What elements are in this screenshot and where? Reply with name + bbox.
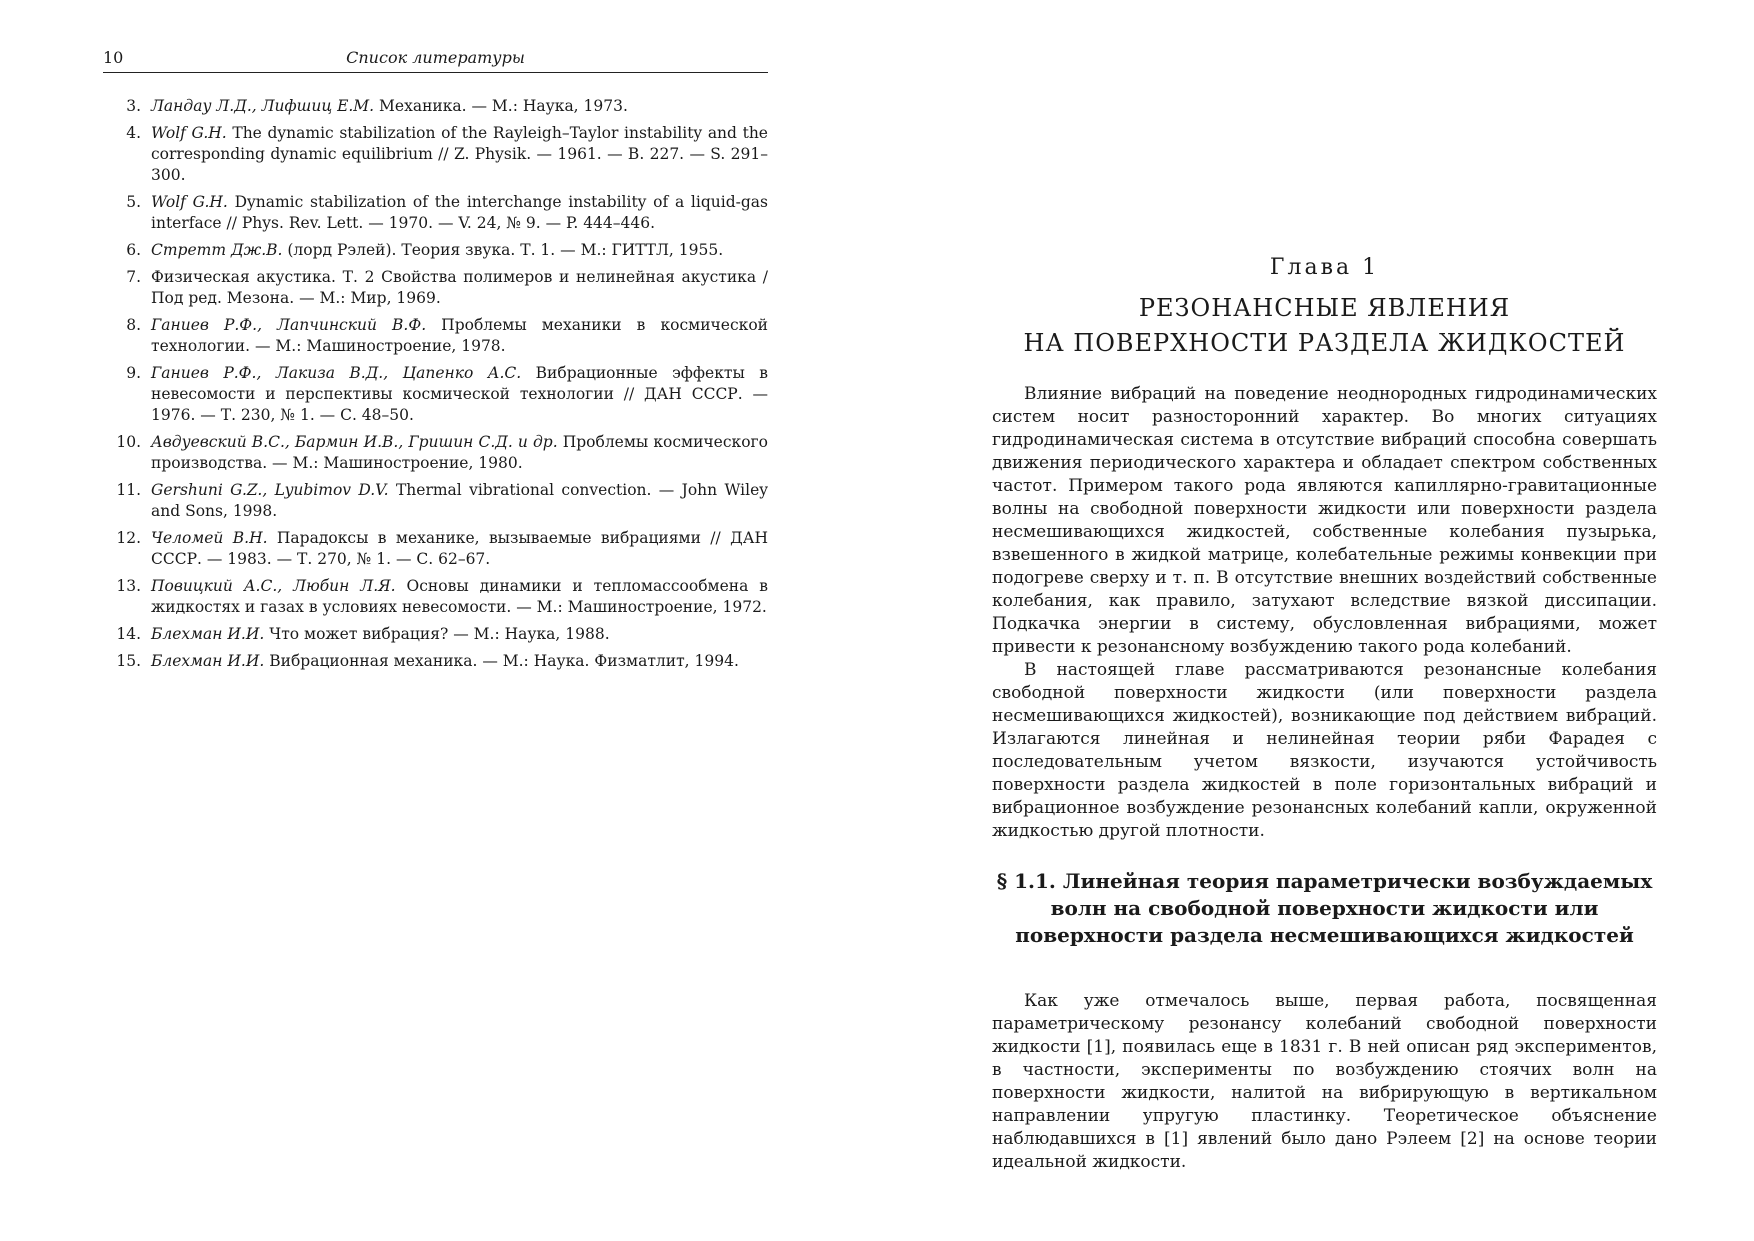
reference-text: Dynamic stabilization of the interchange instability of a liquid-gas interface // Phys. Rev. Lett. — 1970. — V. 24, № 9. — P. 444–446.: [151, 193, 768, 232]
reference-number: 7.: [126, 268, 141, 286]
reference-item: [103, 432, 768, 474]
reference-text: Парадоксы в механике, вызываемые вибрациями // ДАН СССР. — 1983. — Т. 270, № 1. — С. 62–67.: [151, 529, 768, 568]
reference-number: 9.: [126, 364, 141, 382]
paragraph: Влияние вибраций на поведение неоднородных гидродинамических систем носит разносторонний характер. Во многих ситуациях гидродинамическая система в отсутствие вибраций способна совершать движения периодического характера и обладает спектром собственных частот. Примером такого рода являются капиллярно-гравитационные волны на свободной поверхности жидкости или поверхности раздела несмешивающихся жидкостей, собственные колебания пузырька, взвешенного в жидкой матрице, колебательные режимы конвекции при подогреве сверху и т. п. В отсутствие внешних воздействий собственные колебания, как правило, затухают вследствие вязкой диссипации. Подкачка энергии в систему, обусловленная вибрациями, может привести к резонансному возбуждению такого рода колебаний.: [992, 384, 1657, 657]
reference-authors: Wolf G.H.: [151, 124, 227, 142]
reference-item: [103, 651, 768, 672]
reference-item: [103, 240, 768, 261]
reference-list: [103, 96, 768, 678]
reference-authors: Блехман И.И.: [151, 625, 265, 643]
reference-item: [103, 624, 768, 645]
reference-item: [103, 576, 768, 618]
reference-text: Физическая акустика. Т. 2 Свойства полимеров и нелинейная акустика / Под ред. Мезона. — М.: Мир, 1969.: [151, 268, 768, 307]
reference-item: [103, 315, 768, 357]
chapter-label: Глава 1: [1269, 255, 1380, 280]
reference-number: 5.: [126, 193, 141, 211]
reference-item: [103, 528, 768, 570]
chapter-title-line-2: НА ПОВЕРХНОСТИ РАЗДЕЛА ЖИДКОСТЕЙ: [1023, 329, 1626, 357]
reference-text: Вибрационная механика. — М.: Наука. Физматлит, 1994.: [264, 652, 739, 670]
reference-number: 10.: [116, 433, 141, 451]
reference-authors: Ганиев Р.Ф., Лапчинский В.Ф.: [151, 316, 427, 334]
chapter-title-line-1: РЕЗОНАНСНЫЕ ЯВЛЕНИЯ: [1138, 294, 1511, 322]
reference-text: Вибрационные эффекты в невесомости и перспективы космической технологии // ДАН СССР. — 1976. — Т. 230, № 1. — С. 48–50.: [151, 364, 768, 424]
reference-number: 8.: [126, 316, 141, 334]
reference-item: [103, 480, 768, 522]
reference-item: [103, 267, 768, 309]
reference-number: 4.: [126, 124, 141, 142]
section-body: [992, 990, 1657, 1174]
reference-authors: Авдуевский В.С., Бармин И.В., Гришин С.Д. и др.: [151, 433, 558, 451]
right-page: [877, 0, 1754, 1241]
reference-text: Механика. — М.: Наука, 1973.: [374, 97, 628, 115]
reference-authors: Ганиев Р.Ф., Лакиза В.Д., Цапенко А.С.: [151, 364, 522, 382]
reference-authors: Блехман И.И.: [151, 652, 265, 670]
reference-text: The dynamic stabilization of the Rayleigh–Taylor instability and the corresponding dynamic equilibrium // Z. Physik. — 1961. — B. 227. — S. 291–300.: [151, 124, 768, 184]
reference-text: Основы динамики и тепломассообмена в жидкостях и газах в условиях невесомости. — М.: Машиностроение, 1972.: [151, 577, 768, 616]
reference-authors: Ландау Л.Д., Лифшиц Е.М.: [151, 97, 375, 115]
reference-text: Проблемы механики в космической технологии. — М.: Машиностроение, 1978.: [151, 316, 768, 355]
section-heading: § 1.1. Линейная теория параметрически возбуждаемых волн на свободной поверхности жидкости или поверхности раздела несмешивающихся жидкостей: [996, 869, 1653, 947]
reference-item: [103, 123, 768, 186]
reference-number: 12.: [116, 529, 141, 547]
reference-number: 3.: [126, 97, 141, 115]
running-header: [103, 46, 768, 73]
chapter-title: [992, 291, 1657, 361]
reference-authors: Челомей В.Н.: [151, 529, 268, 547]
reference-item: [103, 192, 768, 234]
paragraph: Как уже отмечалось выше, первая работа, посвященная параметрическому резонансу колебаний свободной поверхности жидкости [1], появилась еще в 1831 г. В ней описан ряд экспериментов, в частности, эксперименты по возбуждению стоячих волн на поверхности жидкости, налитой на вибрирующую в вертикальном направлении упругую пластинку. Теоретическое объяснение наблюдавшихся в [1] явлений было дано Рэлеем [2] на основе теории идеальной жидкости.: [992, 991, 1657, 1172]
reference-item: [103, 363, 768, 426]
reference-authors: Gershuni G.Z., Lyubimov D.V.: [151, 481, 389, 499]
reference-number: 14.: [116, 625, 141, 643]
running-title: Список литературы: [346, 48, 525, 67]
reference-authors: Wolf G.H.: [151, 193, 228, 211]
reference-text: (лорд Рэлей). Теория звука. Т. 1. — М.: ГИТТЛ, 1955.: [282, 241, 724, 259]
reference-text: Проблемы космического производства. — М.: Машиностроение, 1980.: [151, 433, 768, 472]
paragraph: В настоящей главе рассматриваются резонансные колебания свободной поверхности жидкости (или поверхности раздела несмешивающихся жидкостей), возникающие под действием вибраций. Излагаются линейная и нелинейная теории ряби Фарадея с последовательным учетом вязкости, изучаются устойчивость поверхности раздела жидкостей в поле горизонтальных вибраций и вибрационное возбуждение резонансных колебаний капли, окруженной жидкостью другой плотности.: [992, 660, 1657, 841]
chapter-intro: [992, 383, 1657, 843]
reference-number: 6.: [126, 241, 141, 259]
reference-number: 15.: [116, 652, 141, 670]
reference-authors: Повицкий А.С., Любин Л.Я.: [151, 577, 396, 595]
reference-number: 11.: [116, 481, 141, 499]
reference-item: [103, 96, 768, 117]
reference-number: 13.: [116, 577, 141, 595]
reference-text: Что может вибрация? — М.: Наука, 1988.: [264, 625, 610, 643]
reference-text: Thermal vibrational convection. — John Wiley and Sons, 1998.: [151, 481, 768, 520]
reference-authors: Стретт Дж.В.: [151, 241, 283, 259]
page-number: 10: [103, 48, 124, 67]
